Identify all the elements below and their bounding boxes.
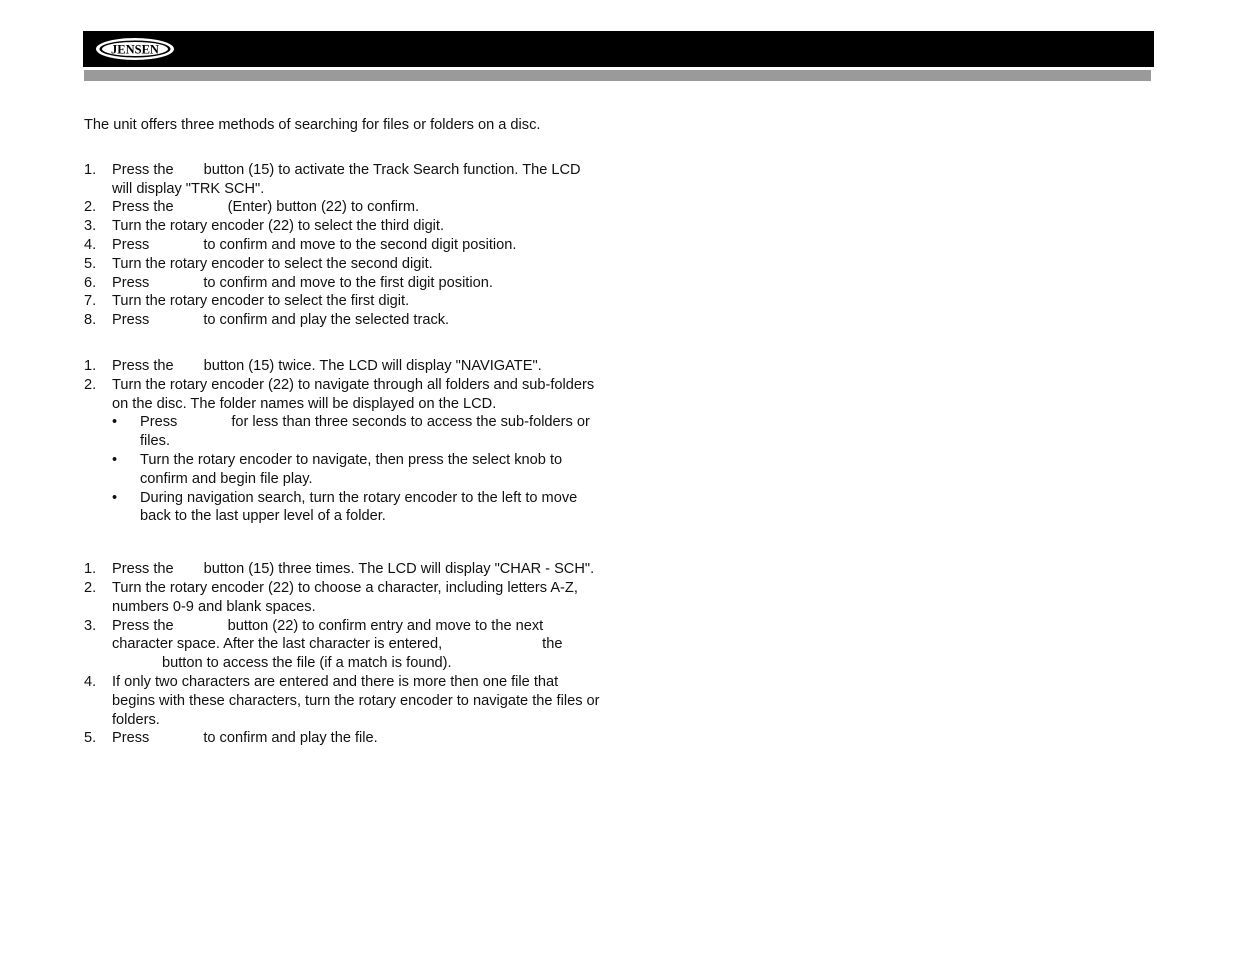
jensen-logo <box>95 37 175 61</box>
list-item: • During navigation search, turn the rotary encoder to the left to move back to the last upper level of a folder. <box>112 489 578 525</box>
intro-paragraph: The unit offers three methods of searching for files or folders on a disc. <box>84 117 541 133</box>
list-item: 1. Press the button (15) twice. The LCD will display "NAVIGATE". <box>84 357 542 374</box>
list-item: • Turn the rotary encoder to navigate, then press the select knob to confirm and begin file play. <box>112 451 563 487</box>
navigate-search-steps <box>84 357 604 413</box>
list-item: 1. Press the button (15) to activate the Track Search function. The LCD will display "TRK SCH". <box>84 161 581 197</box>
list-item: 5. Press to confirm and play the file. <box>84 730 378 747</box>
list-item: 4. If only two characters are entered and there is more then one file that begins with these characters, turn the rotary encoder to navigate the files or folders. <box>84 673 600 728</box>
track-search-steps <box>84 161 604 330</box>
list-item: 6. Press to confirm and move to the first digit position. <box>84 274 493 291</box>
header-bar <box>83 31 1154 67</box>
list-item: 2. Press the (Enter) button (22) to confirm. <box>84 199 420 216</box>
character-search-steps <box>84 560 604 748</box>
navigate-search-bullets <box>84 413 604 526</box>
list-item: 4. Press to confirm and move to the second digit position. <box>84 236 517 253</box>
header-gray-band <box>84 70 1151 81</box>
list-item: 1. Press the button (15) three times. The LCD will display "CHAR - SCH". <box>84 561 595 578</box>
page-content <box>84 116 604 748</box>
svg-text:JENSEN: JENSEN <box>111 42 159 57</box>
list-item: 5. Turn the rotary encoder to select the second digit. <box>84 255 433 272</box>
list-item: 3. Press the button (22) to confirm entry and move to the next character space. After the last character is entered, the button to access the file (if a match is found). <box>84 617 563 672</box>
list-item: 8. Press to confirm and play the selected track. <box>84 312 450 329</box>
list-item: 2. Turn the rotary encoder (22) to choose a character, including letters A-Z, numbers 0-9 and blank spaces. <box>84 579 578 615</box>
list-item: 2. Turn the rotary encoder (22) to navigate through all folders and sub-folders on the disc. The folder names will be displayed on the LCD. <box>84 376 595 412</box>
list-item: • Press for less than three seconds to access the sub-folders or files. <box>112 414 590 450</box>
list-item: 3. Turn the rotary encoder (22) to select the third digit. <box>84 218 445 235</box>
list-item: 7. Turn the rotary encoder to select the first digit. <box>84 293 410 310</box>
